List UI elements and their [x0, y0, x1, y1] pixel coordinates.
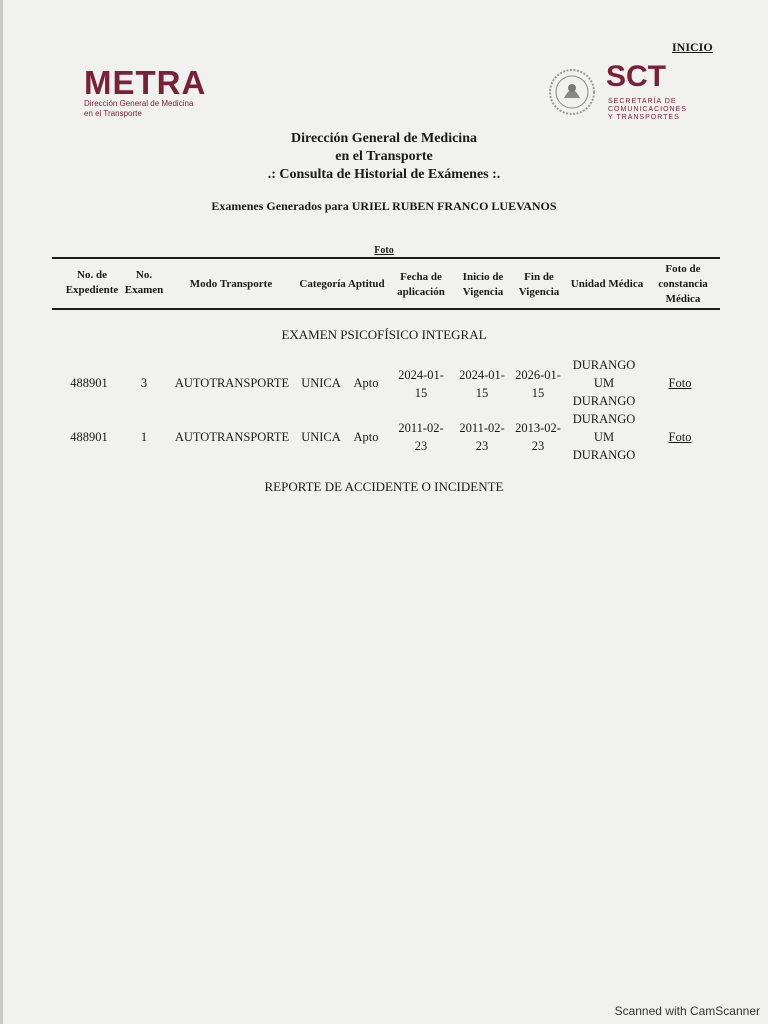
col-header-unidad: Unidad Médica: [570, 278, 644, 290]
cell-fecha: 2011-02- 23: [398, 421, 444, 453]
section-heading-accidente: REPORTE DE ACCIDENTE O INCIDENTE: [264, 479, 504, 494]
cell-fecha: 2024-01- 15: [398, 368, 444, 400]
col-header-modo: Modo Transporte: [189, 278, 273, 290]
col-header-categoria: Categoría Aptitud: [299, 278, 385, 290]
generated-for-heading: Examenes Generados para URIEL RUBEN FRANCO LUEVANOS: [211, 199, 557, 213]
cell-categoria: UNICA: [301, 430, 341, 444]
col-header-inicio: Inicio de Vigencia: [462, 271, 504, 298]
col-header-expediente: No. de Expediente: [65, 269, 119, 296]
inicio-link[interactable]: INICIO: [672, 40, 713, 54]
section-heading-psicofisico: EXAMEN PSICOFÍSICO INTEGRAL: [281, 327, 487, 342]
sct-logo-subtitle: [608, 98, 687, 122]
foto-top-link[interactable]: Foto: [374, 245, 394, 256]
cell-categoria: UNICA: [301, 376, 341, 390]
sct-logo-line3: Y TRANSPORTES: [608, 114, 680, 121]
cell-foto: [656, 374, 704, 392]
col-header-foto: Foto de constancia Médica: [658, 263, 708, 305]
cell-expediente: 488901: [70, 376, 108, 390]
metra-logo-line2: en el Transporte: [84, 109, 142, 118]
table-header-bottom-rule: [52, 308, 720, 310]
cell-examen: 1: [140, 430, 148, 444]
page-title-line2: en el Transporte: [335, 149, 433, 164]
foto-link[interactable]: Foto: [668, 376, 692, 390]
cell-fin: 2026-01- 15: [515, 368, 561, 400]
scanner-watermark: Scanned with CamScanner: [614, 1004, 760, 1018]
page-title-line1: Dirección General de Medicina: [291, 131, 477, 146]
col-header-examen: No. Examen: [124, 269, 164, 296]
col-header-fin: Fin de Vigencia: [518, 271, 560, 298]
page-title-line3: .: Consulta de Historial de Exámenes :.: [267, 167, 501, 182]
metra-logo-word: METRA: [84, 64, 207, 101]
cell-unidad: DURANGO UM DURANGO: [572, 358, 636, 408]
cell-unidad: DURANGO UM DURANGO: [572, 412, 636, 462]
cell-examen: 3: [140, 376, 148, 390]
cell-expediente: 488901: [70, 430, 108, 444]
cell-fin: 2013-02- 23: [515, 421, 561, 453]
sct-logo-word: SCT: [606, 60, 666, 93]
cell-foto: [656, 428, 704, 446]
cell-aptitud: Apto: [353, 430, 379, 444]
metra-logo-line1: Dirección General de Medicina: [84, 99, 194, 108]
sct-seal-icon: [548, 68, 596, 116]
cell-inicio: 2024-01- 15: [459, 368, 505, 400]
sct-logo-line2: COMUNICACIONES: [608, 106, 687, 113]
table-top-rule: [52, 257, 720, 259]
cell-inicio: 2011-02- 23: [459, 421, 505, 453]
foto-top-link-wrap: [0, 245, 768, 256]
foto-link[interactable]: Foto: [668, 430, 692, 444]
cell-aptitud: Apto: [353, 376, 379, 390]
cell-modo: AUTOTRANSPORTE: [174, 376, 290, 390]
metra-logo: [84, 66, 234, 119]
col-header-fecha: Fecha de aplicación: [397, 271, 445, 298]
cell-modo: AUTOTRANSPORTE: [174, 430, 290, 444]
sct-logo-line1: SECRETARÍA DE: [608, 98, 677, 105]
